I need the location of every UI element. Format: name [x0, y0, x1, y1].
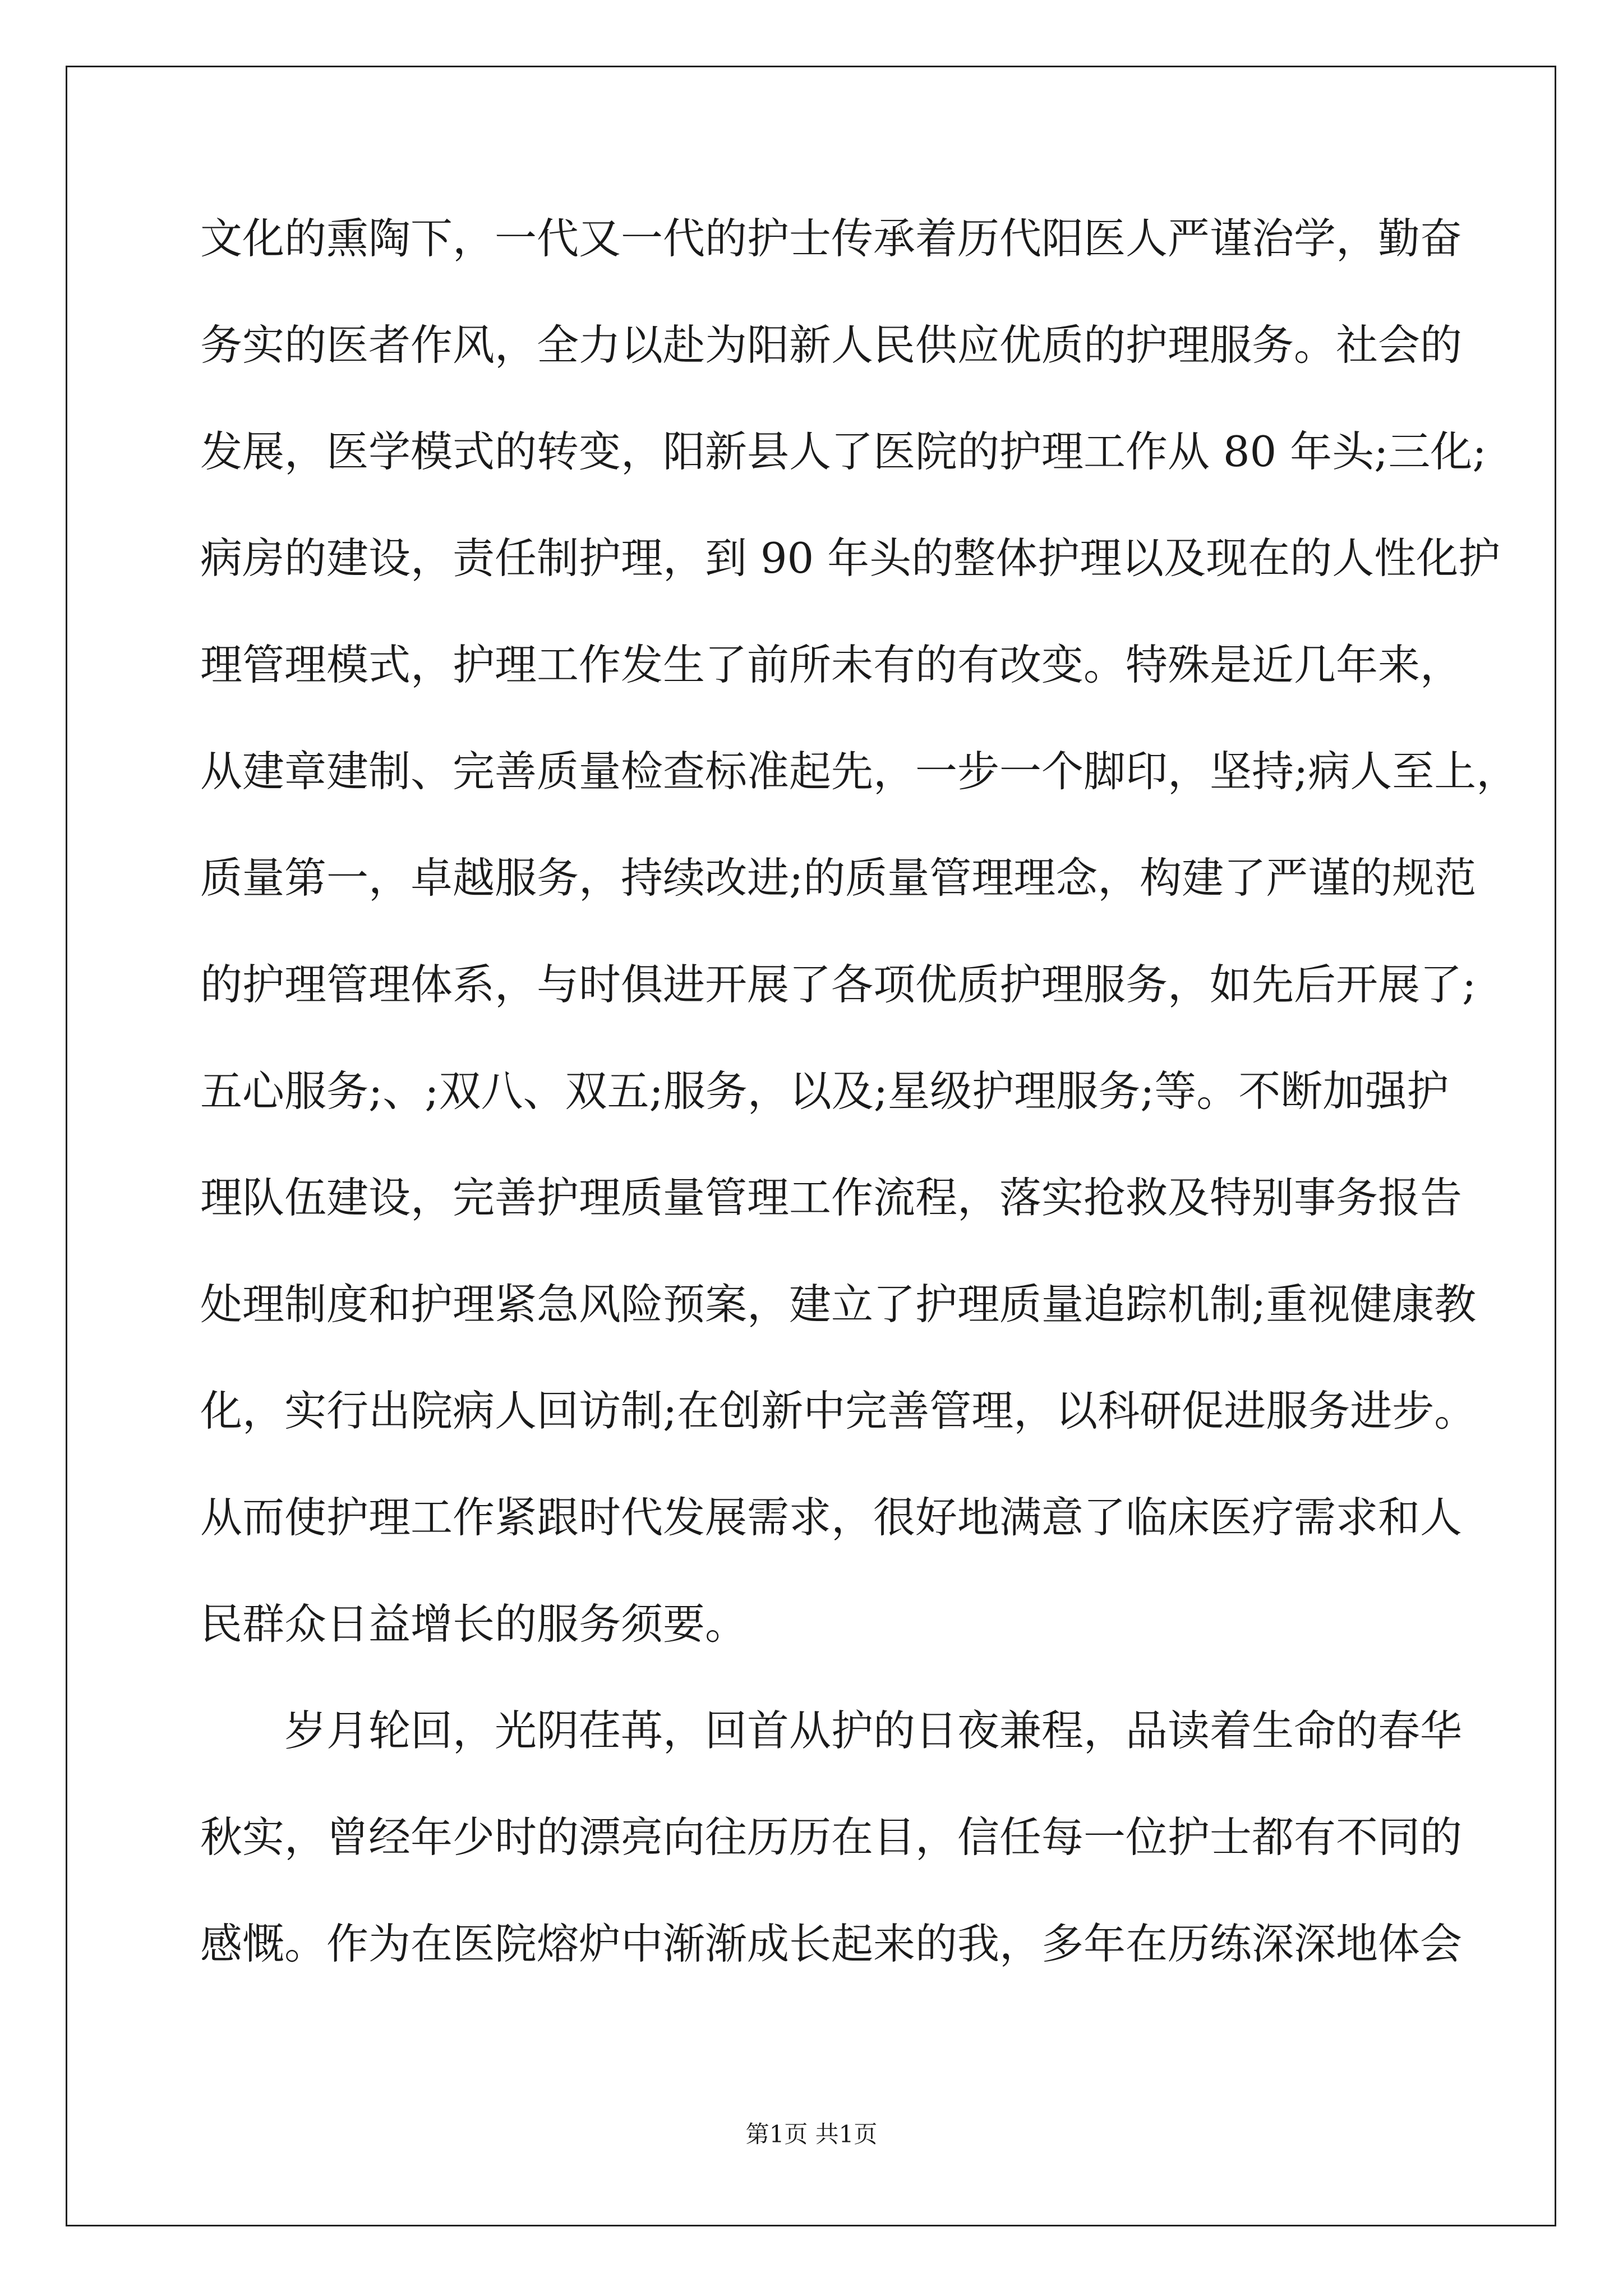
- paragraph-start-line: 岁月轮回，光阴荏苒，回首从护的日夜兼程，品读着生命的春华: [284, 1706, 1463, 1755]
- text-line: 从而使护理工作紧跟时代发展需求，很好地满意了临床医疗需求和人: [200, 1493, 1463, 1542]
- page-number: 第1页 共1页: [745, 2120, 878, 2148]
- text-line: 理管理模式，护理工作发生了前所未有的有改变。特殊是近几年来，: [200, 640, 1463, 689]
- text-line: 从建章建制、完善质量检查标准起先，一步一个脚印，坚持;病人至上，: [200, 747, 1519, 796]
- text-line: 五心服务;、;双八、双五;服务，以及;星级护理服务;等。不断加强护: [200, 1066, 1449, 1116]
- text-line: 务实的医者作风，全力以赴为阳新人民供应优质的护理服务。社会的: [200, 320, 1463, 370]
- text-line: 感慨。作为在医院熔炉中渐渐成长起来的我，多年在历练深深地体会: [200, 1919, 1463, 1968]
- text-line: 理队伍建设，完善护理质量管理工作流程，落实抢救及特别事务报告: [200, 1173, 1463, 1222]
- text-line: 秋实，曾经年少时的漂亮向往历历在目，信任每一位护士都有不同的: [200, 1812, 1463, 1862]
- text-line: 文化的熏陶下，一代又一代的护士传承着历代阳医人严谨治学，勤奋: [200, 214, 1463, 263]
- text-line: 民群众日益增长的服务须要。: [200, 1599, 748, 1649]
- text-line: 的护理管理体系，与时俱进开展了各项优质护理服务，如先后开展了;: [200, 960, 1477, 1009]
- text-line: 处理制度和护理紧急风险预案，建立了护理质量追踪机制;重视健康教: [200, 1280, 1477, 1329]
- document-body: [200, 213, 1519, 2025]
- text-line: 质量第一，卓越服务，持续改进;的质量管理理念，构建了严谨的规范: [200, 853, 1477, 903]
- text-line: 病房的建设，责任制护理，到 90 年头的整体护理以及现在的人性化护: [200, 533, 1501, 583]
- text-line: 化，实行出院病人回访制;在创新中完善管理，以科研促进服务进步。: [200, 1386, 1477, 1435]
- text-line: 发展，医学模式的转变，阳新县人了医院的护理工作从 80 年头;三化;: [200, 427, 1487, 476]
